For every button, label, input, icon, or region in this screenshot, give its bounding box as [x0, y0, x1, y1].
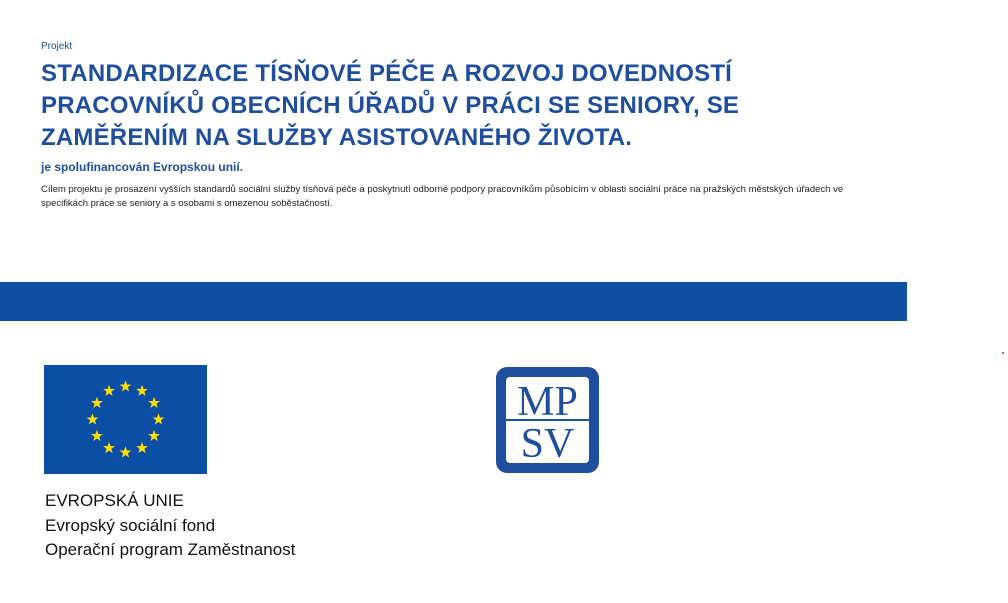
project-title-line: STANDARDIZACE TÍSŇOVÉ PÉČE A ROZVOJ DOVEDNOSTÍ	[41, 60, 733, 87]
project-title	[41, 58, 871, 154]
eu-caption-line: Operační program Zaměstnanost	[45, 540, 296, 559]
blue-divider-band	[0, 282, 907, 321]
project-title-line: PRACOVNÍKŮ OBECNÍCH ÚŘADŮ V PRÁCI SE SENIORY, SE	[41, 92, 740, 119]
eu-caption	[45, 489, 295, 563]
mpsv-logo	[496, 367, 599, 473]
eu-flag-icon	[44, 365, 207, 474]
eu-caption-line: Evropský sociální fond	[45, 515, 216, 535]
mpsv-logo-bottom-text: SV	[520, 421, 575, 467]
project-description: Cílem projektu je prosazení vyšších standardů sociální služby tísňová péče a poskytnutí odborné podpory pracovníkům působícím v oblasti sociální práce na pražských městských úřadech ve specifikách práce se seniory a s osobami s omezenou soběstačností.	[41, 184, 844, 209]
project-label: Projekt	[41, 41, 73, 52]
red-dot-mark	[1002, 352, 1004, 354]
mpsv-logo-top-text: MP	[517, 379, 578, 425]
eu-caption-line: EVROPSKÁ UNIE	[45, 491, 184, 510]
project-title-line: ZAMĚŘENÍM NA SLUŽBY ASISTOVANÉHO ŽIVOTA.	[41, 124, 633, 151]
cofinanced-note: je spolufinancován Evropskou unií.	[41, 160, 244, 174]
